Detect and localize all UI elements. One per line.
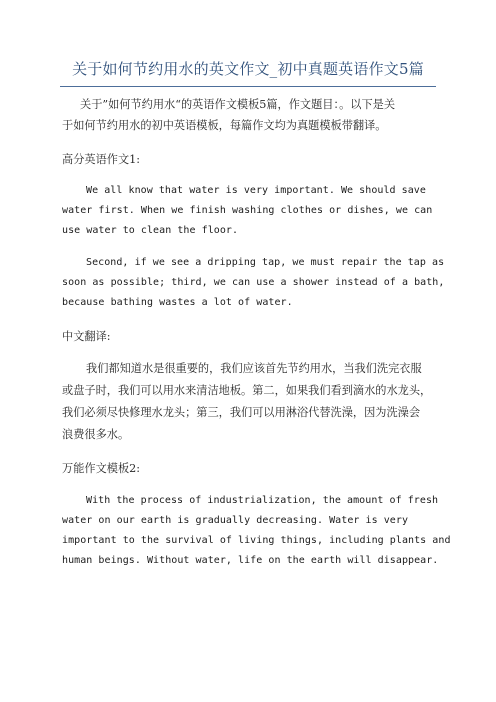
intro-line-2: 于如何节约用水的初中英语模板，每篇作文均为真题模板带翻译。 <box>62 119 387 132</box>
translation-heading: 中文翻译: <box>62 330 111 343</box>
translation-line-3: 我们必须尽快修理水龙头；第三，我们可以用淋浴代替洗澡，因为洗澡会 <box>62 406 421 419</box>
section1-para2-line-2: soon as possible; third, we can use a shower instead of a bath, <box>62 277 445 288</box>
section1-para2-line-3: because bathing wastes a lot of water. <box>62 297 293 308</box>
section2-para-line-4: human beings. Without water, life on the earth will disappear. <box>62 555 439 566</box>
section1-para1-line-1: We all know that water is very important. We should save <box>86 185 426 196</box>
section1-para2-line-1: Second, if we see a dripping tap, we must repair the tap as <box>86 257 445 268</box>
translation-line-2: 或盘子时，我们可以用水来清洁地板。第二，如果我们看到滴水的水龙头， <box>62 384 432 397</box>
section2-heading: 万能作文模板2: <box>62 462 141 475</box>
translation-line-1: 我们都知道水是很重要的，我们应该首先节约用水，当我们洗完衣服 <box>86 362 422 375</box>
section2-para-line-1: With the process of industrialization, the amount of fresh <box>86 495 439 506</box>
title-underline <box>60 86 436 87</box>
document-title: 关于如何节约用水的英文作文_初中真题英语作文5篇 <box>72 60 424 78</box>
section2-para-line-3: important to the survival of living things, including plants and <box>62 535 451 546</box>
section2-para-line-2: water on our earth is gradually decreasing. Water is very <box>62 515 409 526</box>
translation-line-4: 浪费很多水。 <box>62 428 130 441</box>
section1-heading: 高分英语作文1: <box>62 153 141 166</box>
intro-line-1: 关于”如何节约用水“的英语作文模板5篇，作文题目：。以下是关 <box>80 98 396 111</box>
section1-para1-line-2: water first. When we finish washing clothes or dishes, we can <box>62 205 433 216</box>
section1-para1-line-3: use water to clean the floor. <box>62 225 239 236</box>
